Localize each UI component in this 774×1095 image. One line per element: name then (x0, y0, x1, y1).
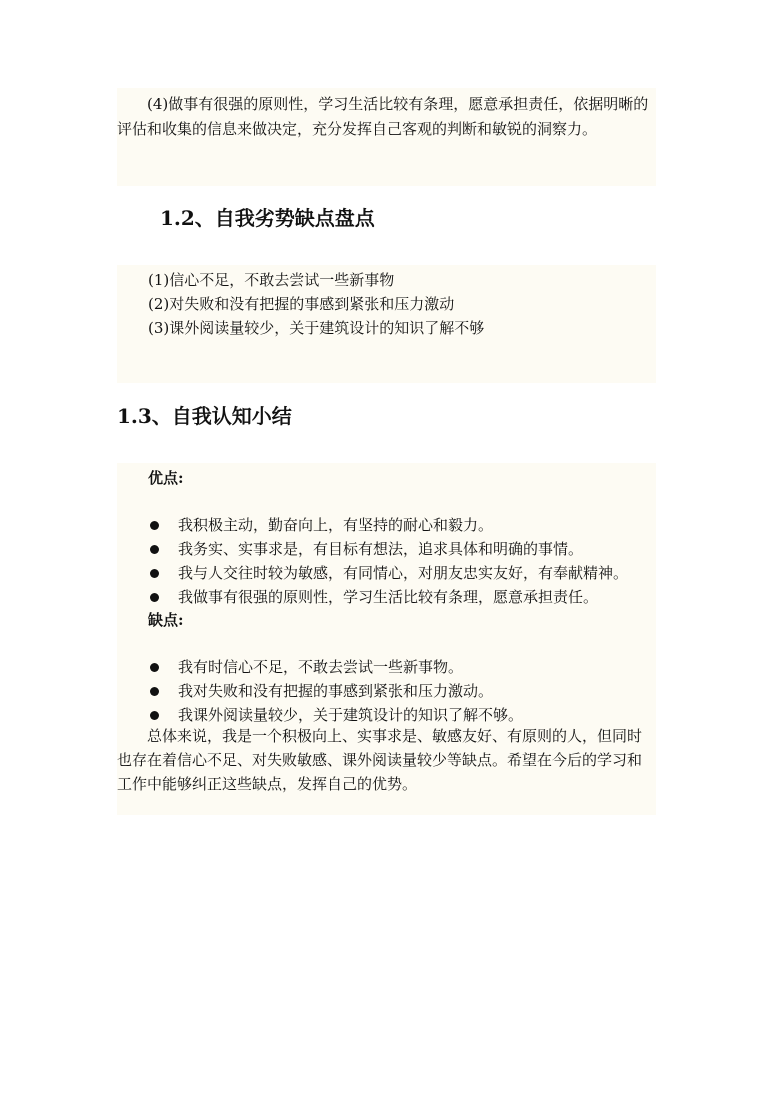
weaknesses-label: 缺点: (148, 611, 184, 629)
strengths-label: 优点: (148, 469, 184, 487)
bullet-dot-icon (150, 663, 159, 672)
weakness-text: 我有时信心不足，不敢去尝试一些新事物。 (178, 658, 464, 676)
bullet-dot-icon (150, 569, 159, 578)
weakness-text: 我对失败和没有把握的事感到紧张和压力激动。 (178, 682, 494, 700)
strength-text: 我与人交往时较为敏感，有同情心，对朋友忠实友好，有奉献精神。 (178, 564, 629, 582)
section-heading-1-2: 1.2、自我劣势缺点盘点 (160, 206, 375, 230)
summary-paragraph: 总体来说，我是一个积极向上、实事求是、敏感友好、有原则的人，但同时也存在着信心不足、对失败敏感、课外阅读量较少等缺点。希望在今后的学习和工作中能够纠正这些缺点，发挥自己的优势。 (117, 727, 643, 793)
bullet-dot-icon (150, 521, 159, 530)
weakness-text: 我课外阅读量较少，关于建筑设计的知识了解不够。 (178, 706, 524, 724)
section-heading-1-3: 1.3、自我认知小结 (117, 404, 292, 428)
principle-paragraph: (4)做事有很强的原则性，学习生活比较有条理，愿意承担责任，依据明晰的评估和收集的信息来做决定，充分发挥自己客观的判断和敏锐的洞察力。 (117, 95, 649, 138)
strength-text: 我做事有很强的原则性，学习生活比较有条理，愿意承担责任。 (178, 588, 599, 606)
bullet-dot-icon (150, 593, 159, 602)
bullet-dot-icon (150, 545, 159, 554)
strength-text: 我务实、实事求是，有目标有想法，追求具体和明确的事情。 (178, 540, 584, 558)
weakness-item: (1)信心不足，不敢去尝试一些新事物 (148, 271, 395, 289)
bullet-dot-icon (150, 711, 159, 720)
strength-text: 我积极主动，勤奋向上，有坚持的耐心和毅力。 (178, 516, 494, 534)
bullet-dot-icon (150, 687, 159, 696)
weakness-item: (2)对失败和没有把握的事感到紧张和压力激动 (148, 295, 455, 313)
weakness-item: (3)课外阅读量较少，关于建筑设计的知识了解不够 (148, 319, 485, 337)
